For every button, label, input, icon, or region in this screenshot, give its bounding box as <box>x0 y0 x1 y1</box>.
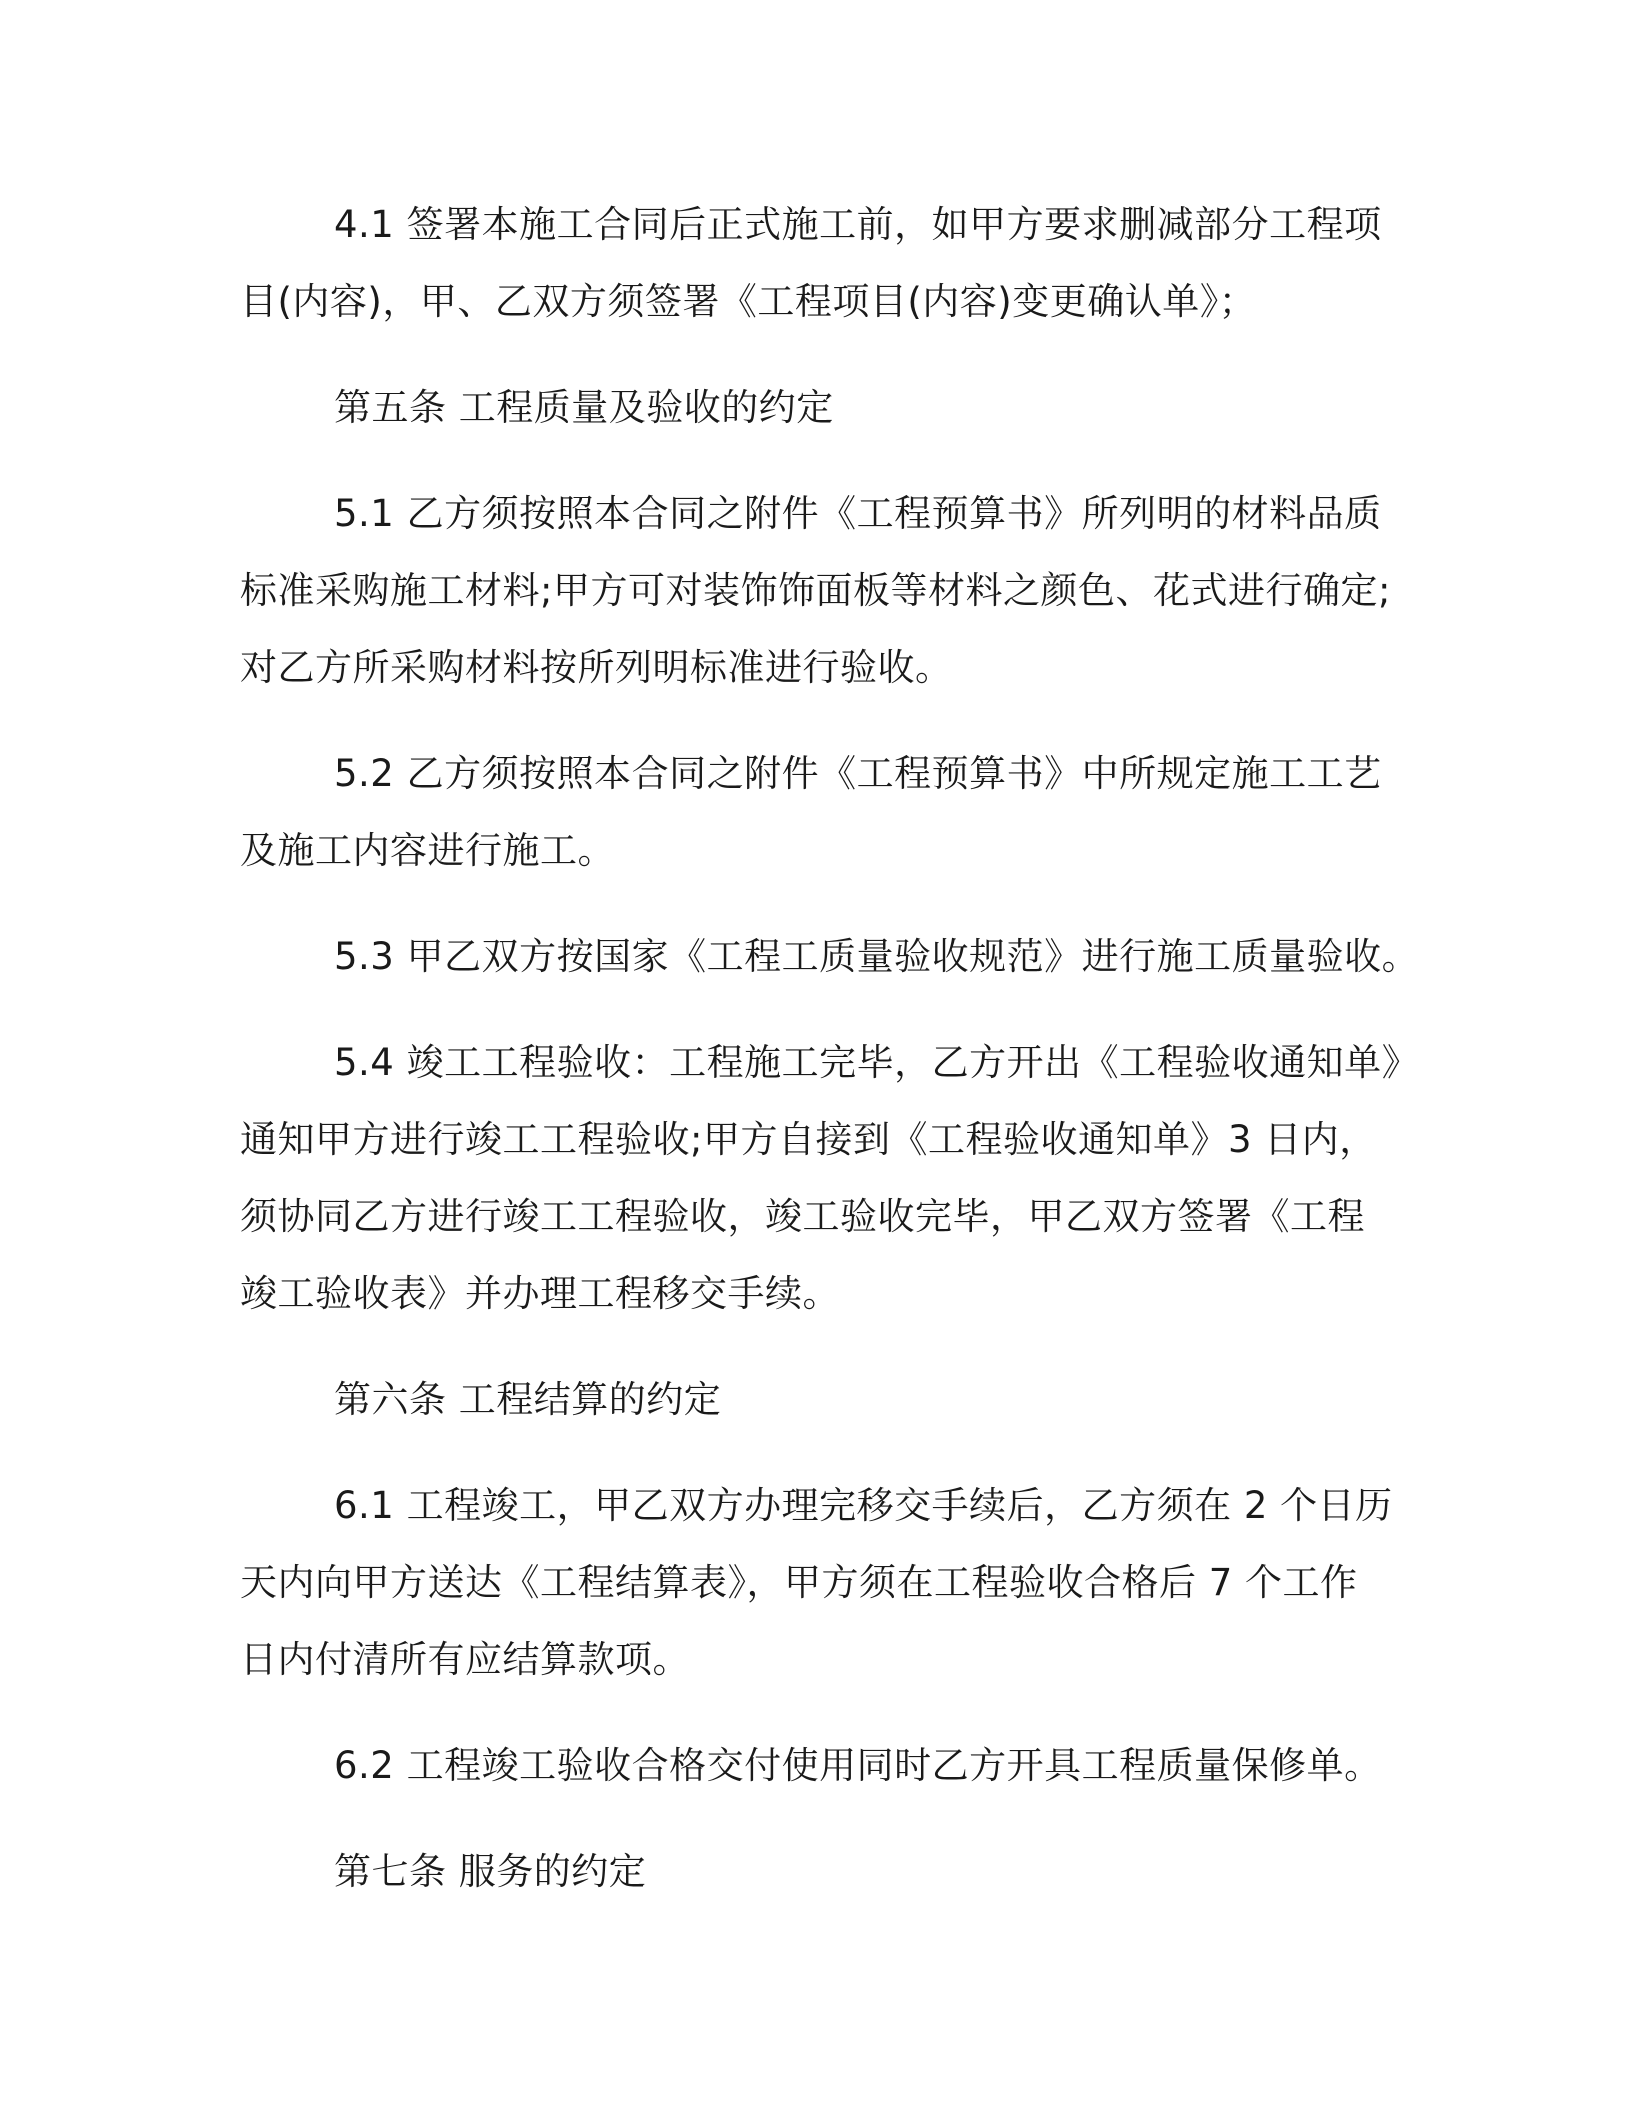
article-7-heading <box>240 1833 1390 1910</box>
clause-6-2 <box>240 1727 1390 1804</box>
clause-line: 对乙方所采购材料按所列明标准进行验收。 <box>240 646 953 689</box>
clause-line: 竣工验收表》并办理工程移交手续。 <box>240 1272 840 1315</box>
clause-line: 标准采购施工材料;甲方可对装饰饰面板等材料之颜色、花式进行确定; <box>240 569 1391 612</box>
clause-line: 5.1 乙方须按照本合同之附件《工程预算书》所列明的材料品质 <box>334 492 1382 535</box>
clause-6-1 <box>240 1467 1393 1698</box>
clause-line: 目(内容)，甲、乙双方须签署《工程项目(内容)变更确认单》； <box>240 280 1257 323</box>
clause-line: 6.1 工程竣工，甲乙双方办理完移交手续后，乙方须在 2 个日历 <box>334 1484 1393 1527</box>
clause-line: 天内向甲方送达《工程结算表》，甲方须在工程验收合格后 7 个工作 <box>240 1561 1358 1604</box>
clause-4-1 <box>240 186 1390 340</box>
clause-line: 须协同乙方进行竣工工程验收，竣工验收完毕，甲乙双方签署《工程 <box>240 1195 1365 1238</box>
clause-5-2 <box>240 735 1390 889</box>
clause-line: 5.4 竣工工程验收：工程施工完毕，乙方开出《工程验收通知单》 <box>334 1041 1420 1084</box>
clause-line: 6.2 工程竣工验收合格交付使用同时乙方开具工程质量保修单。 <box>334 1744 1382 1787</box>
clause-line: 5.2 乙方须按照本合同之附件《工程预算书》中所规定施工工艺 <box>334 752 1382 795</box>
clause-5-4 <box>240 1024 1420 1332</box>
clause-line: 及施工内容进行施工。 <box>240 829 615 872</box>
clause-line: 日内付清所有应结算款项。 <box>240 1638 690 1681</box>
clause-5-3 <box>240 918 1420 995</box>
clause-line: 通知甲方进行竣工工程验收;甲方自接到《工程验收通知单》3 日内， <box>240 1118 1377 1161</box>
clause-5-1 <box>240 475 1390 706</box>
document-body <box>240 186 1420 1939</box>
heading-line: 第五条 工程质量及验收的约定 <box>334 386 834 429</box>
heading-line: 第七条 服务的约定 <box>334 1850 647 1893</box>
clause-line: 5.3 甲乙双方按国家《工程工质量验收规范》进行施工质量验收。 <box>334 935 1420 978</box>
clause-line: 4.1 签署本施工合同后正式施工前，如甲方要求删减部分工程项 <box>334 203 1382 246</box>
heading-line: 第六条 工程结算的约定 <box>334 1378 722 1421</box>
article-6-heading <box>240 1361 1390 1438</box>
article-5-heading <box>240 369 1390 446</box>
